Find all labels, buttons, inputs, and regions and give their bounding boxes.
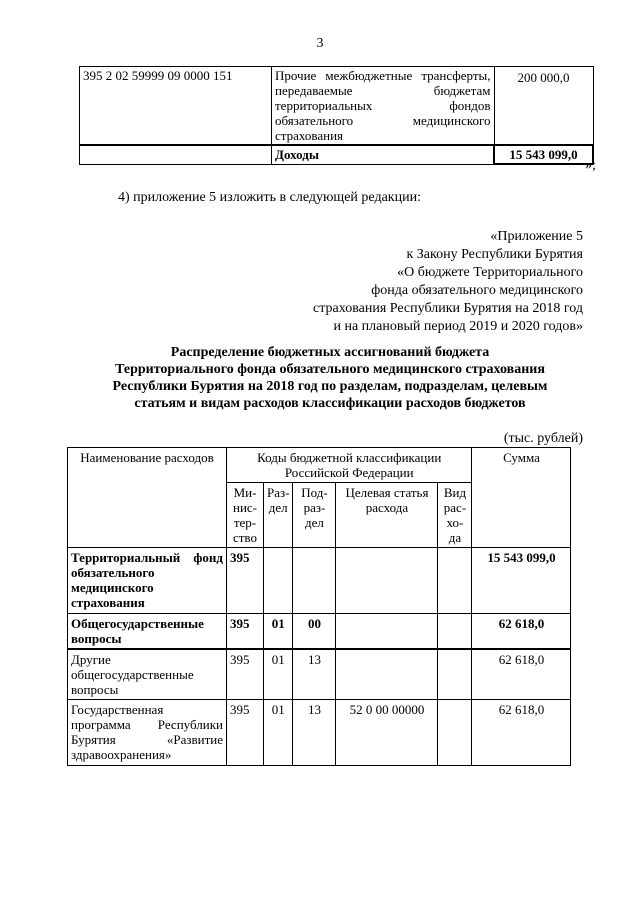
budget-code-cell: 395 2 02 59999 09 0000 151 [80,67,272,146]
header-codes-group: Коды бюджетной классификации Российской Федерации [227,448,472,483]
appendix-caption-line: страхования Республики Бурятия на 2018 год [313,301,583,316]
table-row [68,548,571,614]
row-sum: 62 618,0 [472,700,571,766]
row-ministry: 395 [227,649,264,700]
header-section: Раз-дел [264,483,293,548]
table-row [68,649,571,700]
header-subsection: Под-раз-дел [293,483,336,548]
appendix-caption-line: «Приложение 5 [490,229,583,244]
header-expense-type: Вид рас-хо-да [438,483,472,548]
income-total-label: Доходы [272,145,495,164]
header-ministry: Ми-нис-тер-ство [227,483,264,548]
income-description-cell: Прочие межбюджетные трансферты, передаваемые бюджетам территориальных фондов обязательного медицинского страхования [272,67,495,146]
appendix-caption-line: «О бюджете Территориального [397,265,583,280]
header-name: Наименование расходов [68,448,227,548]
row-sum: 62 618,0 [472,649,571,700]
table-header-row [68,448,571,483]
row-type [438,700,472,766]
header-sum: Сумма [472,448,571,548]
row-type [438,614,472,650]
row-ministry: 395 [227,700,264,766]
row-section: 01 [264,700,293,766]
header-target-item: Целевая статья расхода [336,483,438,548]
income-total-amount: 15 543 099,0 [494,145,593,164]
budget-code-cell [80,145,272,164]
row-name: Общегосударственные вопросы [68,614,227,650]
row-target [336,614,438,650]
title-line: Распределение бюджетных ассигнований бюджета [170,345,490,360]
row-target [336,548,438,614]
amendment-instruction: 4) приложение 5 изложить в следующей редакции: [118,190,421,205]
appendix-caption-line: и на плановый период 2019 и 2020 годов» [333,319,583,334]
appendix-caption-line: к Закону Республики Бурятия [406,247,583,262]
title-line: статьям и видам расходов классификации расходов бюджетов [134,396,526,411]
income-table-fragment [79,66,594,165]
title-line: Республики Бурятия на 2018 год по разделам, подразделам, целевым [112,379,548,394]
title-line: Территориального фонда обязательного медицинского страхования [115,362,545,377]
row-subsection: 00 [293,614,336,650]
row-type [438,649,472,700]
row-section: 01 [264,649,293,700]
row-target: 52 0 00 00000 [336,700,438,766]
row-sum: 15 543 099,0 [472,548,571,614]
row-target [336,649,438,700]
table-row [68,700,571,766]
table-row [68,614,571,650]
row-subsection [293,548,336,614]
amount-cell: 200 000,0 [494,67,593,146]
total-row [80,145,594,164]
row-ministry: 395 [227,614,264,650]
page-number: 3 [316,36,324,51]
row-name: Территориальный фонд обязательного медицинского страхования [68,548,227,614]
row-subsection: 13 [293,649,336,700]
row-ministry: 395 [227,548,264,614]
units-label: (тыс. рублей) [503,431,583,446]
row-sum: 62 618,0 [472,614,571,650]
row-name: Другие общегосударственные вопросы [68,649,227,700]
appendix-caption-line: фонда обязательного медицинского [371,283,583,298]
row-section [264,548,293,614]
row-section: 01 [264,614,293,650]
appendix-caption [313,228,583,336]
closing-quote-mark: »; [585,158,596,173]
row-name: Государственная программа Республики Бурятия «Развитие здравоохранения» [68,700,227,766]
appropriations-table [67,447,571,766]
document-title [70,344,590,412]
row-type [438,548,472,614]
table-row [80,67,594,146]
row-subsection: 13 [293,700,336,766]
